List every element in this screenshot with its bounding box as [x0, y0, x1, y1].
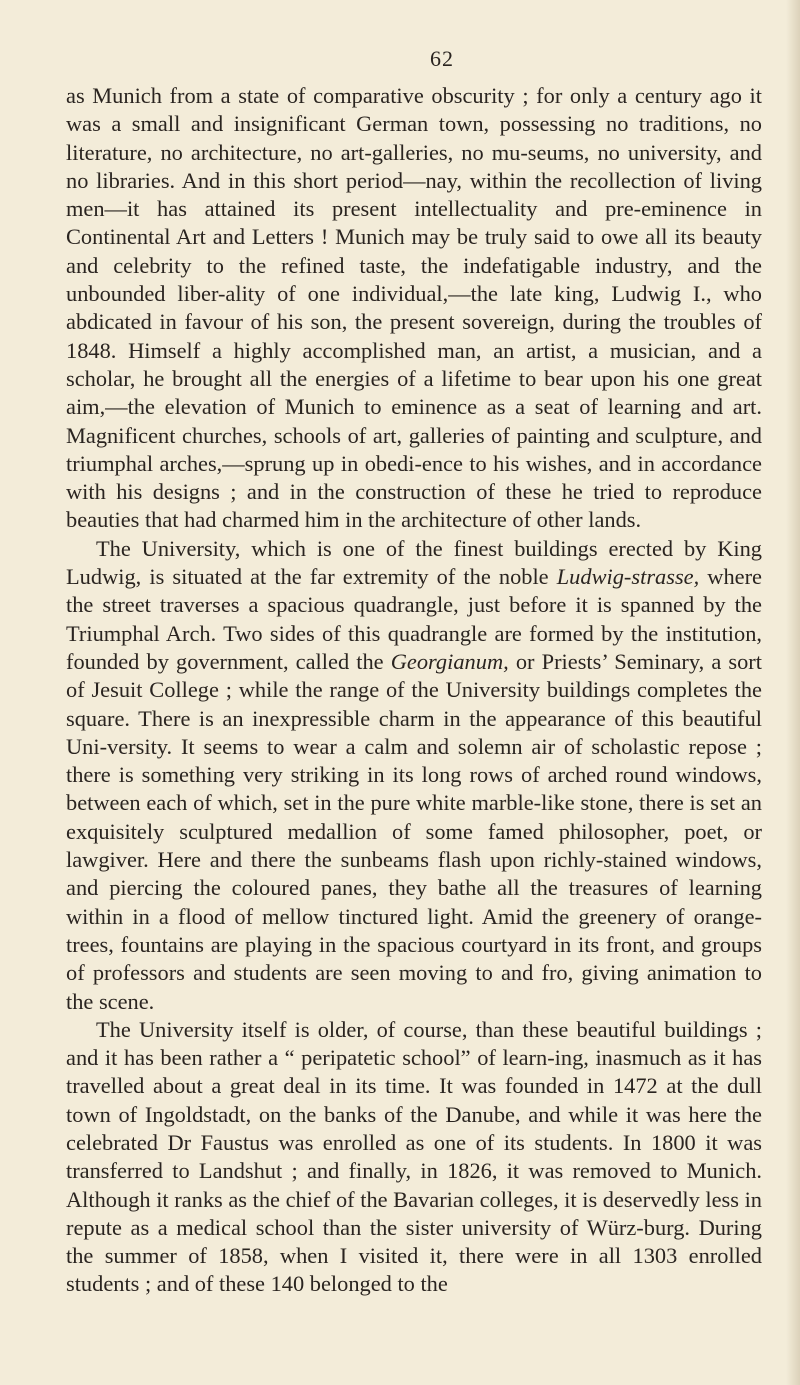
ludwigstrasse-italic: Ludwig-strasse,: [556, 564, 700, 590]
paragraph-2-text-cont: where the street traverses a spacious quadrangle, just before it is spanned by the Triumphal Arch. Two sides of this quadrangle are formed by the institution, founded by government, called the: [66, 564, 762, 674]
paragraph-1-text: as Munich from a state of comparative obscurity ; for only a century ago it was a small and insignificant German town, possessing no traditions, no literature, no architecture, no art-galleries, no mu-seums, no university, and no libraries. And in this short period—nay, within the recollection of living men—it has attained its present intellectuality and pre-eminence in Continental Art and Letters ! Munich may be truly said to owe all its beauty and celebrity to the refined taste, the indefatigable industry, and the unbounded liber-ality of one individual,—the late king, Ludwig I., who abdicated in favour of his son, the present sovereign, during the troubles of 1848. Himself a highly accomplished man, an artist, a musician, and a scholar, he brought all the energies of a lifetime to bear upon his one great aim,—the elevation of Munich to eminence as a seat of learning and art. Magnificent churches, schools of art, galleries of painting and sculpture, and triumphal arches,—sprung up in obedi-ence to his wishes, and in accordance with his designs ; and in the construction of these he tried to reproduce beauties that had charmed him in the architecture of other lands.: [66, 83, 762, 533]
body-text: [66, 82, 762, 1299]
paragraph-2: [66, 535, 762, 1016]
paragraph-3: [66, 1016, 762, 1299]
paragraph-2-text-end: or Priests’ Seminary, a sort of Jesuit College ; while the range of the University buildings completes the square. There is an inexpressible charm in the appearance of this beautiful Uni-versity. It seems to wear a calm and solemn air of scholastic repose ; there is something very striking in its long rows of arched round windows, between each of which, set in the pure white marble-like stone, there is set an exquisitely sculptured medallion of some famed philosopher, poet, or lawgiver. Here and there the sunbeams flash upon richly-stained windows, and piercing the coloured panes, they bathe all the treasures of learning within in a flood of mellow tinctured light. Amid the greenery of orange-trees, fountains are playing in the spacious courtyard in its front, and groups of professors and students are seen moving to and fro, giving animation to the scene.: [66, 648, 762, 1014]
georgianum-italic: Georgianum,: [390, 648, 509, 674]
paragraph-1: [66, 82, 762, 535]
paragraph-3-text: The University itself is older, of course, than these beautiful buildings ; and it has been rather a “ peripatetic school” of learn-ing, inasmuch as it has travelled about a great deal in its time. It was founded in 1472 at the dull town of Ingoldstadt, on the banks of the Danube, and while it was here the celebrated Dr Faustus was enrolled as one of its students. In 1800 it was transferred to Landshut ; and finally, in 1826, it was removed to Munich. Although it ranks as the chief of the Bavarian colleges, it is deservedly less in repute as a medical school than the sister university of Würz-burg. During the summer of 1858, when I visited it, there were in all 1303 enrolled students ; and of these 140 belonged to the: [66, 1016, 762, 1297]
paragraph-2-text: The University, which is one of the finest buildings erected by King Ludwig, is situated at the far extremity of the noble: [66, 535, 762, 590]
page-number: 62: [430, 46, 454, 71]
page-edge-shadow: [786, 0, 800, 1385]
